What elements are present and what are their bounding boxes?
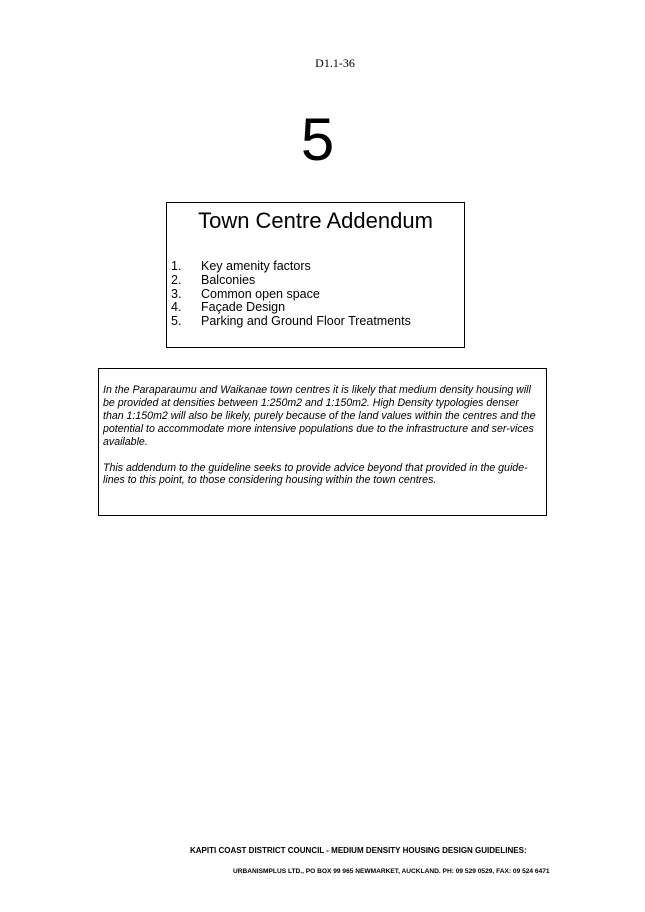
contents-item [171, 315, 411, 329]
contents-item-number: 4. [171, 300, 182, 315]
page-reference: D1.1-36 [315, 56, 355, 70]
contents-item-number: 3. [171, 286, 182, 301]
chapter-title: Town Centre Addendum [198, 208, 433, 233]
contents-item-label: Balconies [201, 272, 256, 287]
chapter-contents-box [166, 202, 465, 348]
contents-item [171, 288, 411, 302]
contents-item-number: 2. [171, 272, 182, 287]
contents-item-label: Parking and Ground Floor Treatments [201, 314, 411, 329]
contents-item-label: Common open space [201, 286, 320, 301]
intro-box [98, 368, 547, 516]
contents-item-label: Key amenity factors [201, 259, 311, 273]
contents-item [171, 274, 411, 288]
contents-item-label: Façade Design [201, 300, 286, 315]
contents-list [171, 260, 411, 329]
contents-item-number: 5. [171, 314, 182, 329]
contents-item [171, 301, 411, 315]
intro-paragraph: This addendum to the guideline seeks to provide advice beyond that provided in the guide-lines to this point, to those considering housing within the town centres. [103, 461, 528, 487]
contents-item-number: 1. [171, 259, 182, 273]
contents-item [171, 260, 411, 274]
footer-contact: URBANISMPLUS LTD., PO BOX 99 965 NEWMARKET, AUCKLAND. PH: 09 529 0529, FAX: 09 524 6471 [233, 868, 550, 875]
footer-title: KAPITI COAST DISTRICT COUNCIL - MEDIUM DENSITY HOUSING DESIGN GUIDELINES: [190, 846, 527, 855]
chapter-number: 5 [300, 106, 335, 173]
intro-paragraph: In the Paraparaumu and Waikanae town centres it is likely that medium density housing will be provided at densities between 1:250m2 and 1:150m2. High Density typologies denser than 1:150m2 will also be likely, purely because of the land values within the centres and the potential to accommodate more intensive populations due to the infrastructure and ser-vices available. [103, 384, 536, 448]
